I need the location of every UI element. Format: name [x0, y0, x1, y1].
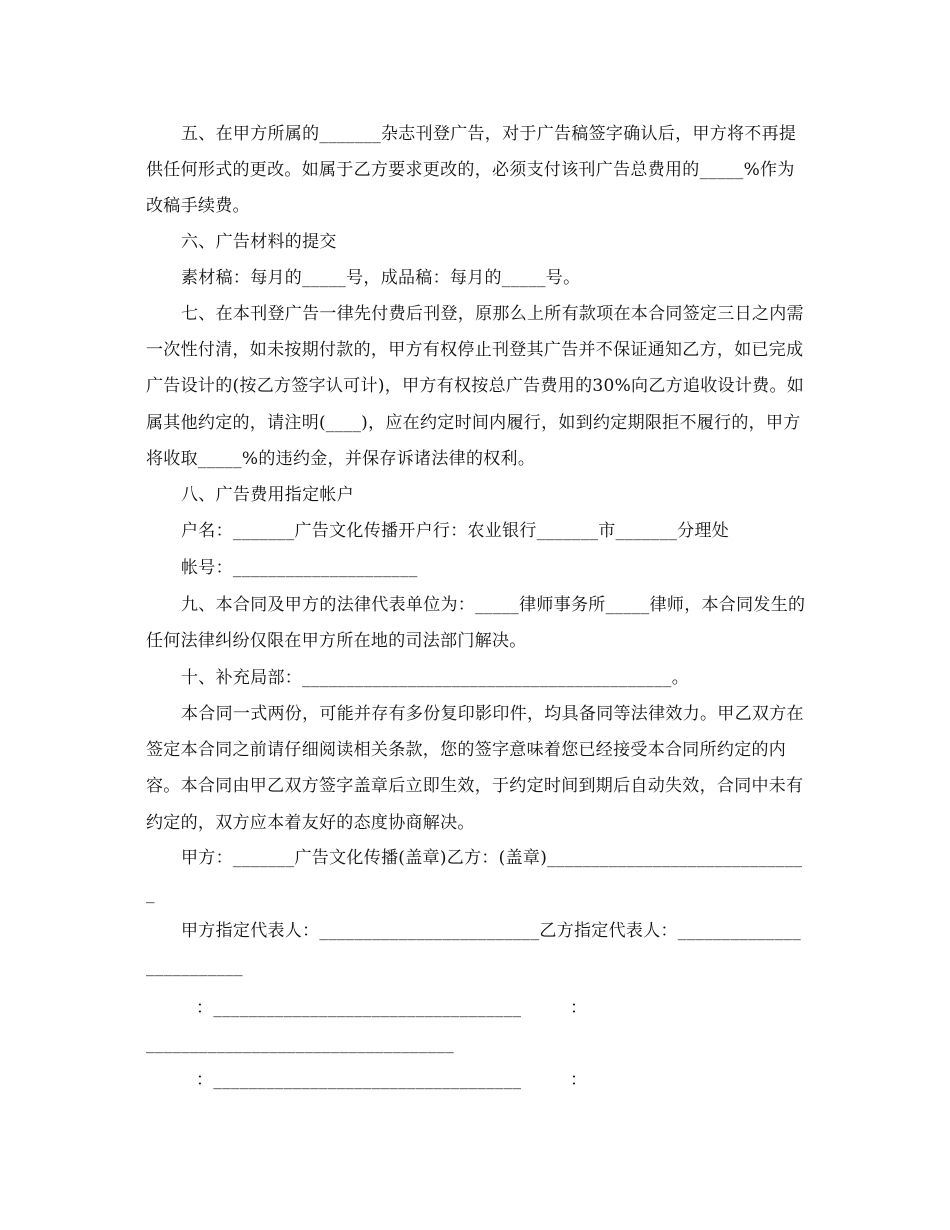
party-signatures: 甲方：_______广告文化传播(盖章)乙方：(盖章)______________________________ [146, 848, 803, 905]
clause-9: 九、本合同及甲方的法律代表单位为：_____律师事务所_____律师，本合同发生的任何法律纠纷仅限在甲方所在地的司法部门解决。 [146, 595, 806, 652]
signature-colon-2: ： [570, 1070, 588, 1090]
clause-8-heading: 八、广告费用指定帐户 [181, 485, 354, 505]
clause-5: 五、在甲方所属的_______杂志刊登广告，对于广告稿签字确认后，甲方将不再提供任何形式的更改。如属于乙方要求更改的，必须支付该刊广告总费用的_____%作为改稿手续费。 [146, 124, 797, 217]
clause-7: 七、在本刊登广告一律先付费后刊登，原那么上所有款项在本合同签定三日之内需一次性付清，如未按期付款的，甲方有权停止刊登其广告并不保证通知乙方，如已完成广告设计的(按乙方签字认可计)，甲方有权按总广告费用的30%向乙方追收设计费。如属其他约定的，请注明(____)，应在约定时间内履行，如到约定期限拒不履行的，甲方将收取_____%的违约金，并保存诉诸法律的权利。 [146, 304, 805, 469]
signature-line-2: ___________________________________ [146, 1034, 454, 1054]
signature-line-1: ：___________________________________ [196, 998, 522, 1018]
clause-6-heading: 六、广告材料的提交 [181, 232, 337, 252]
clause-10: 十、补充局部：__________________________________________。 [181, 668, 689, 688]
account-number: 帐号：_____________________ [181, 558, 418, 578]
validity-paragraph: 本合同一式两份，可能并存有多份复印影印件，均具备同等法律效力。甲乙双方在签定本合同之前请仔细阅读相关条款，您的签字意味着您已经接受本合同所约定的内容。本合同由甲乙双方签字盖章后立即生效，于约定时间到期后自动失效，合同中未有约定的，双方应本着友好的态度协商解决。 [146, 704, 804, 833]
clause-6-body: 素材稿：每月的_____号，成品稿：每月的_____号。 [181, 268, 581, 288]
account-name: 户名：_______广告文化传播开户行：农业银行_______市_______分理处 [181, 521, 730, 541]
designated-representatives: 甲方指定代表人：_________________________乙方指定代表人：_________________________ [146, 921, 801, 978]
signature-colon-1: ： [570, 998, 588, 1018]
signature-line-3: ：___________________________________ [196, 1070, 522, 1090]
